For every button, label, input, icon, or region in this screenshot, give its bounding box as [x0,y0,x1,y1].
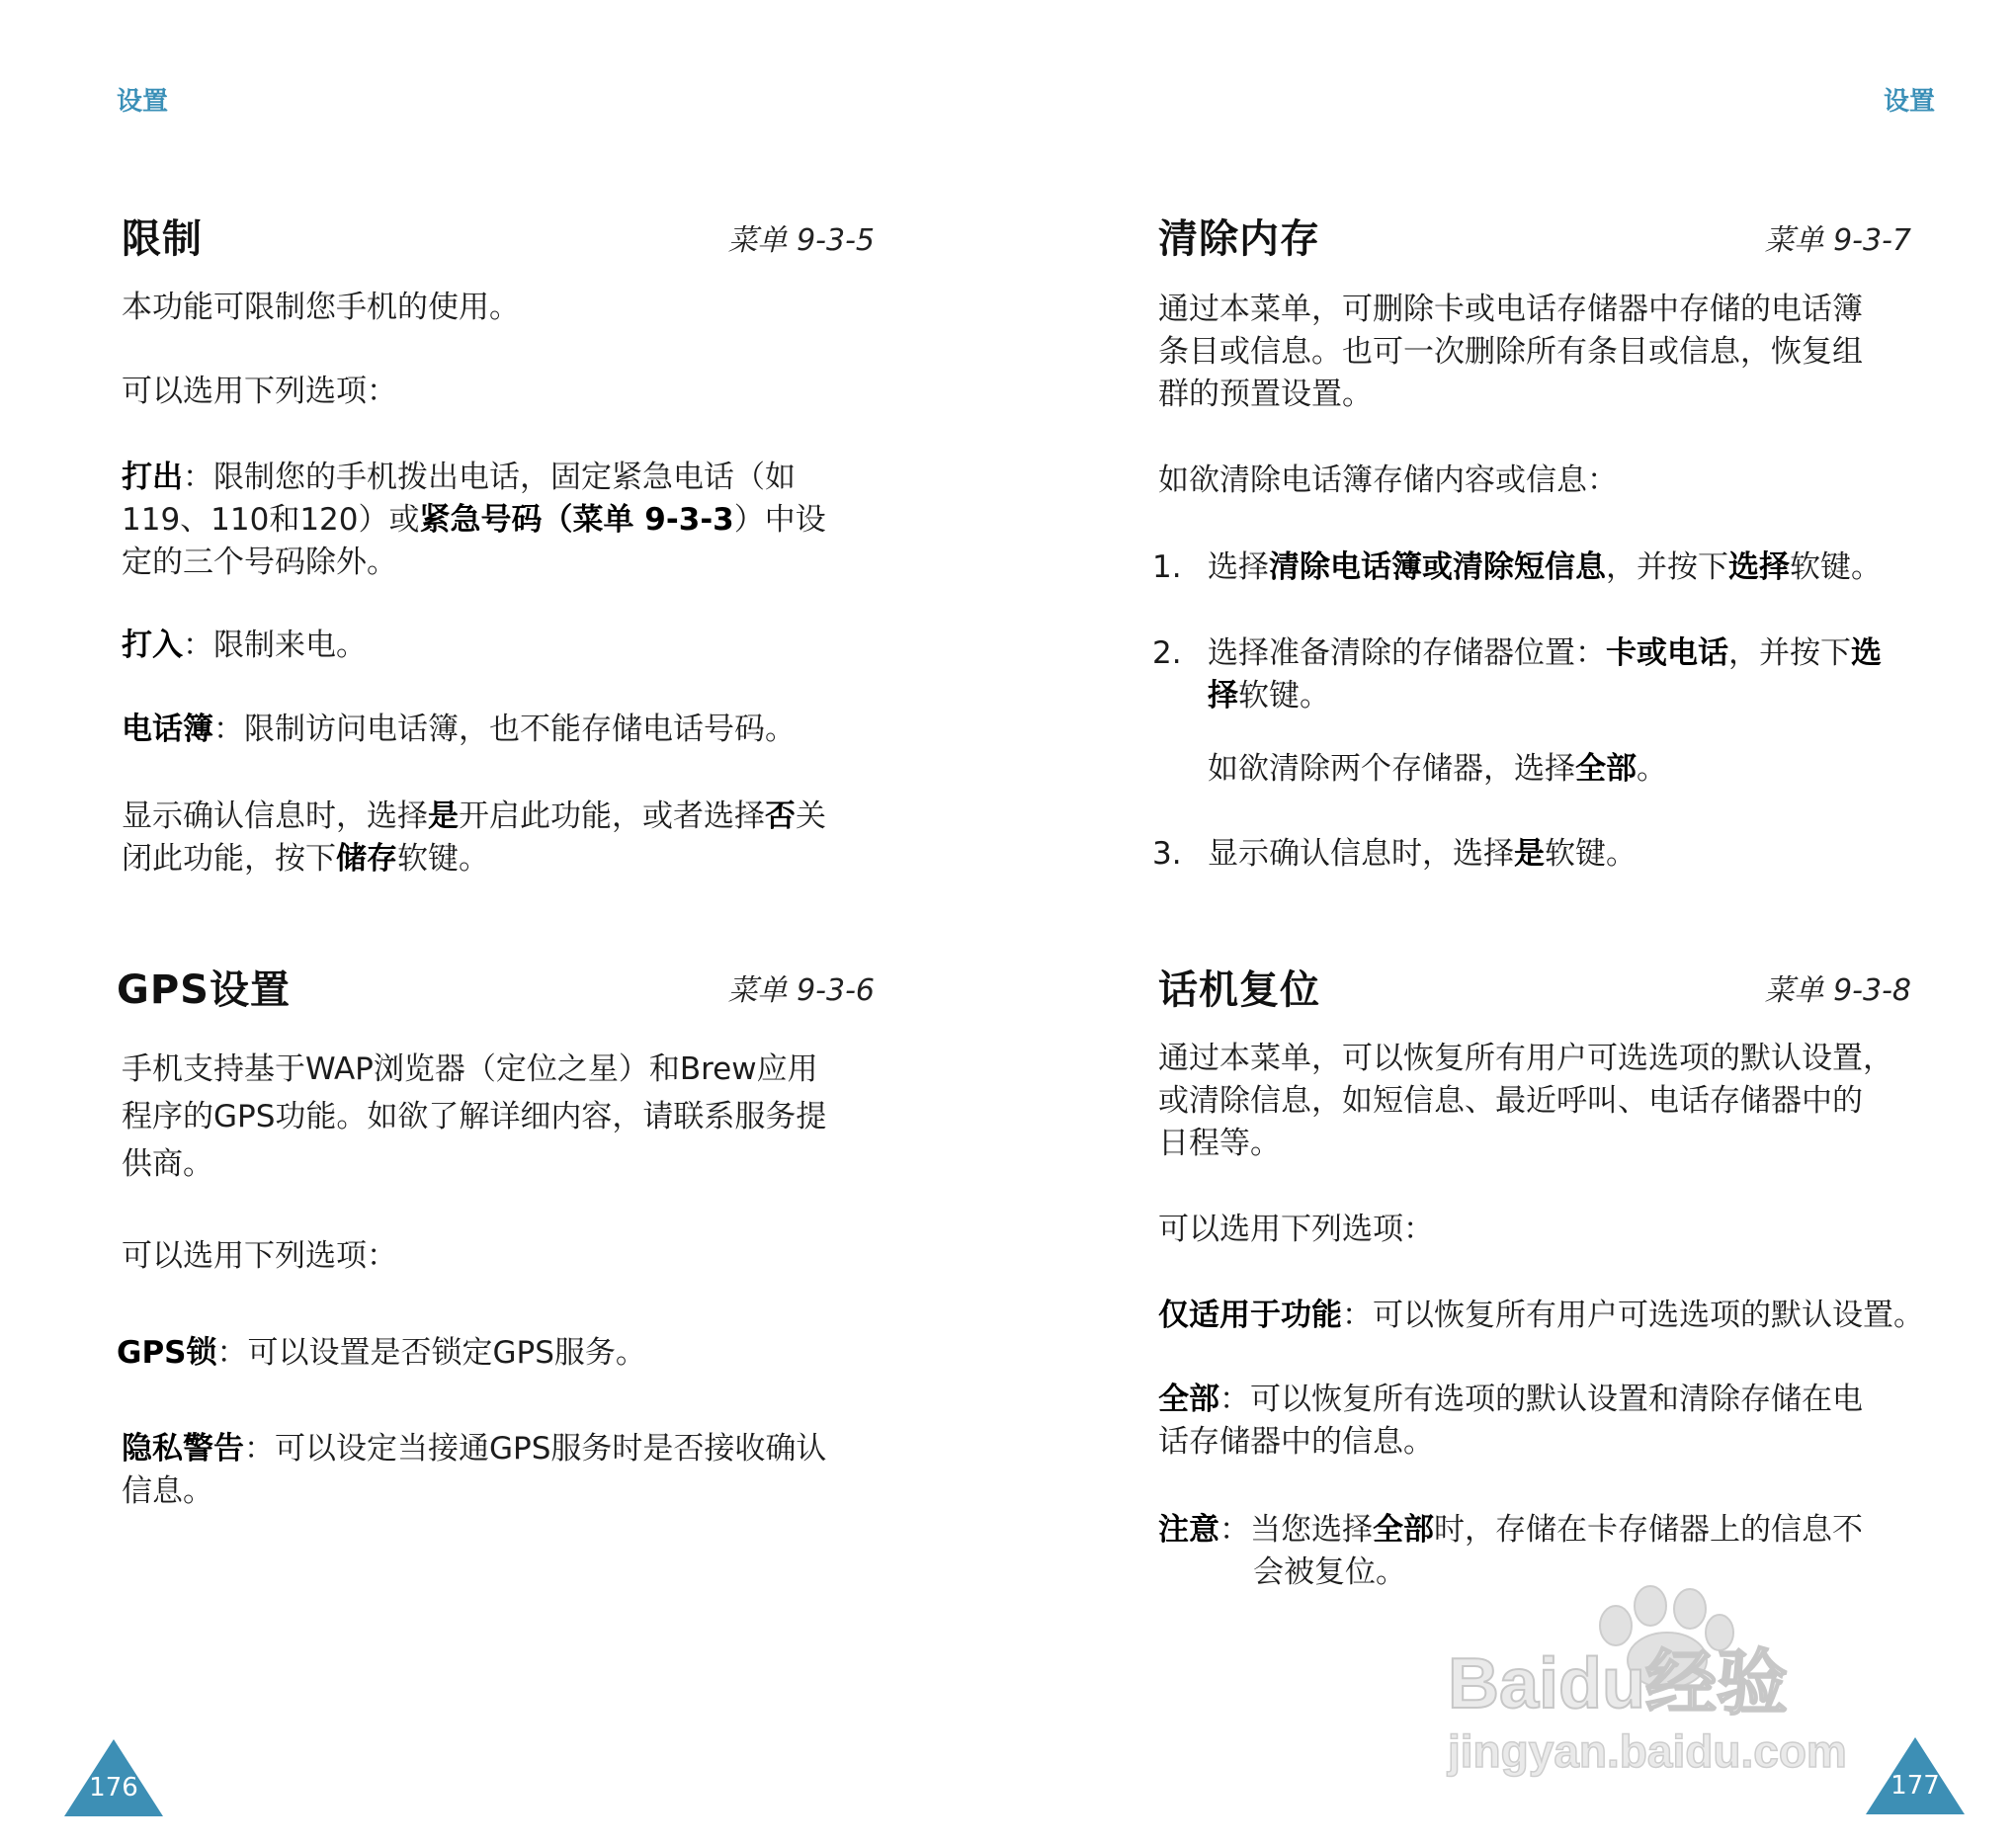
option-label: GPS锁 [117,1335,217,1371]
option-privacy-warning: 隐私警告：可以设定当接通GPS服务时是否接收确认 信息。 [122,1431,827,1509]
section-title-restriction: 限制 [122,216,203,262]
section-title-gps: GPS设置 [117,967,291,1013]
menu-ref-clear-memory: 菜单 9-3-7 [1764,223,1911,258]
step-number: 2. [1152,635,1182,671]
option-incoming: 打入：限制来电。 [122,628,367,663]
page-number: 176 [89,1773,138,1803]
step-2-note: 如欲清除两个存储器，选择全部。 [1208,751,1667,787]
clear-memory-intro: 通过本菜单，可删除卡或电话存储器中存储的电话簿 条目或信息。也可一次删除所有条目或信息，恢复组 群的预置设置。 [1158,292,1863,412]
option-function-only: 仅适用于功能：可以恢复所有用户可选选项的默认设置。 [1158,1298,1924,1333]
step-number: 3. [1152,836,1182,872]
page-number: 177 [1890,1771,1940,1801]
option-phonebook: 电话簿：限制访问电话簿，也不能存储电话号码。 [122,712,796,747]
step-3: 显示确认信息时，选择是软键。 [1208,836,1637,872]
page-header: 设置 [117,87,169,117]
step-1: 选择清除电话簿或清除短信息，并按下选择软键。 [1208,549,1882,585]
option-gps-lock: GPS锁：可以设置是否锁定GPS服务。 [117,1335,646,1371]
menu-ref-restriction: 菜单 9-3-5 [727,223,875,258]
option-label: 全部 [1158,1382,1219,1417]
menu-ref-gps: 菜单 9-3-6 [727,973,875,1008]
option-label: 打出 [122,460,183,495]
baidu-watermark [1438,1552,1912,1779]
menu-ref-phone-reset: 菜单 9-3-8 [1764,973,1911,1008]
phone-reset-options-intro: 可以选用下列选项： [1158,1212,1434,1247]
restriction-confirm: 显示确认信息时，选择是开启此功能，或者选择否关 闭此功能，按下储存软键。 [122,798,826,877]
option-label: 电话簿 [122,712,213,747]
gps-intro: 手机支持基于WAP浏览器（定位之星）和Brew应用 程序的GPS功能。如欲了解详细内容，请联系服务提 供商。 [122,1051,827,1182]
reset-note: 注意：当您选择全部时，存储在卡存储器上的信息不 会被复位。 [1158,1512,1863,1590]
option-label: 隐私警告 [122,1431,244,1467]
restriction-intro: 本功能可限制您手机的使用。 [122,290,520,325]
option-label: 打入 [122,628,183,663]
clear-memory-howto: 如欲清除电话簿存储内容或信息： [1158,462,1618,498]
watermark-url: jingyan.baidu.com [1448,1725,1847,1777]
option-outgoing: 打出：限制您的手机拨出电话，固定紧急电话（如 119、110和120）或紧急号码（菜单 9-3-3）中设 定的三个号码除外。 [122,460,826,580]
section-title-clear-memory: 清除内存 [1158,216,1320,262]
phone-reset-intro: 通过本菜单，可以恢复所有用户可选选项的默认设置， 或清除信息，如短信息、最近呼叫、电话存储器中的 日程等。 [1158,1041,1893,1161]
note-label: 注意 [1158,1512,1219,1548]
option-all: 全部：可以恢复所有选项的默认设置和清除存储在电 话存储器中的信息。 [1158,1382,1863,1460]
page-header: 设置 [1883,87,1935,117]
option-label: 仅适用于功能 [1158,1298,1342,1333]
step-number: 1. [1152,549,1182,585]
gps-options-intro: 可以选用下列选项： [122,1238,397,1274]
restriction-options-intro: 可以选用下列选项： [122,374,397,409]
step-2: 选择准备清除的存储器位置：卡或电话，并按下选 择软键。 [1208,635,1882,713]
section-title-phone-reset: 话机复位 [1158,967,1320,1013]
watermark-brand: Baidu经验 [1448,1644,1789,1723]
